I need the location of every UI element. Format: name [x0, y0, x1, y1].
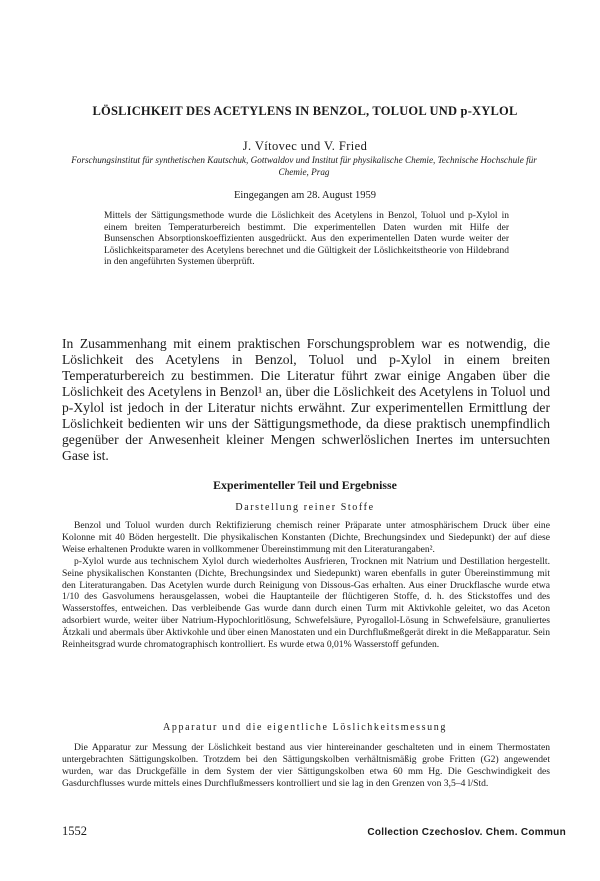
section-body: [62, 520, 550, 651]
page-number: 1552: [62, 824, 87, 838]
article-title: LÖSLICHKEIT DES ACETYLENS IN BENZOL, TOLUOL UND p-XYLOL: [92, 104, 518, 118]
journal-name: Collection Czechoslov. Chem. Commun: [367, 827, 566, 838]
introduction: In Zusammenhang mit einem praktischen Forschungsproblem war es notwendig, die Löslichkeit des Acetylens in Benzol, Toluol und p-Xylol in einem breiten Temperaturbereich zu bestimmen. Die Literatur führt zwar einige Angaben über die Löslichkeit des Acetylens in Benzol¹ an, über die Löslichkeit des Acetylens in Toluol und p-Xylol ist jedoch in der Literatur nichts erwähnt. Zur experimentellen Ermittlung der Löslichkeit bedienten wir uns der Sättigungsmethode, da diese praktisch unempfindlich gegenüber der Anwesenheit kleiner Mengen schwerlöslichen Inertes im untersuchten Gase ist.: [62, 336, 550, 463]
authors: J. Vítovec und V. Fried: [242, 139, 368, 153]
section-title: Experimenteller Teil und Ergebnisse: [213, 478, 397, 492]
paragraph: p-Xylol wurde aus technischem Xylol durch wiederholtes Ausfrieren, Trocknen mit Natrium und Destillation hergestellt. Seine physikalischen Konstanten (Dichte, Brechungsindex und Siedepunkt) waren ebenfalls in guter Übereinstimmung mit den Literaturangaben. Das Acetylen wurde durch Reinigung von Dissous-Gas erhalten. Aus einer Druckflasche wurde etwa 1/10 des Gasvolumens herausgelassen, wobei die Hauptanteile der flüchtigeren Stoffe, d. h. des Stickstoffes und des Wasserstoffes, entweichen. Das verbleibende Gas wurde dann durch einen Turm mit Aktivkohle geleitet, wo das Aceton adsorbiert wurde, weiter über Natrium-Hypochloritlösung, Schwefelsäure, Pyrogallol-Lösung in Schwefelsäure, granuliertes Ätzkali und abermals über Aktivkohle und über einen Manostaten und ein Durchflußmeßgerät direkt in die Meßapparatur. Sein Reinheitsgrad wurde chromatographisch kontrolliert. Es wurde etwa 0,01% Wasserstoff gefunden.: [62, 555, 550, 651]
page-footer: [62, 824, 566, 839]
affiliation: Forschungsinstitut für synthetischen Kautschuk, Gottwaldov und Institut für physikalische Chemie, Technische Hochschule für Chemie, Prag: [71, 155, 537, 177]
received-date: Eingegangen am 28. August 1959: [233, 190, 377, 201]
subsection-title: Apparatur und die eigentliche Löslichkeitsmessung: [163, 722, 447, 733]
paragraph: Die Apparatur zur Messung der Löslichkeit bestand aus vier hintereinander geschalteten und in einem Thermostaten untergebrachten Sättigungskolben. Trotzdem bei den Sättigungskolben verhältnismäßig grobe Fritten (G2) angewendet wurden, war das Druckgefälle in dem System der vier Sättigungskolben etwa 60 mm Hg. Die Geschwindigkeit des Gasdurchflusses wurde mittels eines Durchflußmessers kontrolliert und sie lag in den Grenzen von 3,5–4 l/Std.: [62, 742, 550, 789]
subsection-title: Darstellung reiner Stoffe: [235, 502, 375, 513]
abstract: Mittels der Sättigungsmethode wurde die Löslichkeit des Acetylens in Benzol, Toluol und p-Xylol in einem breiten Temperaturbereich bestimmt. Die experimentellen Daten wurden mit Hilfe der Bunsenschen Absorptionskoeffizienten ausgedrückt. Aus den experimentellen Daten wurde weiter der Löslichkeitsparameter des Acetylens berechnet und die Gültigkeit der Löslichkeitstheorie von Hildebrand in den angeführten Systemen überprüft.: [104, 211, 509, 268]
paragraph: Benzol und Toluol wurden durch Rektifizierung chemisch reiner Präparate unter atmosphärischem Druck über eine Kolonne mit 40 Böden hergestellt. Die physikalischen Konstanten (Dichte, Brechungsindex und Siedepunkt) der auf diese Weise erhaltenen Produkte waren in vollkommener Übereinstimmung mit den Literaturangaben².: [62, 520, 550, 555]
section-body: [62, 742, 550, 790]
